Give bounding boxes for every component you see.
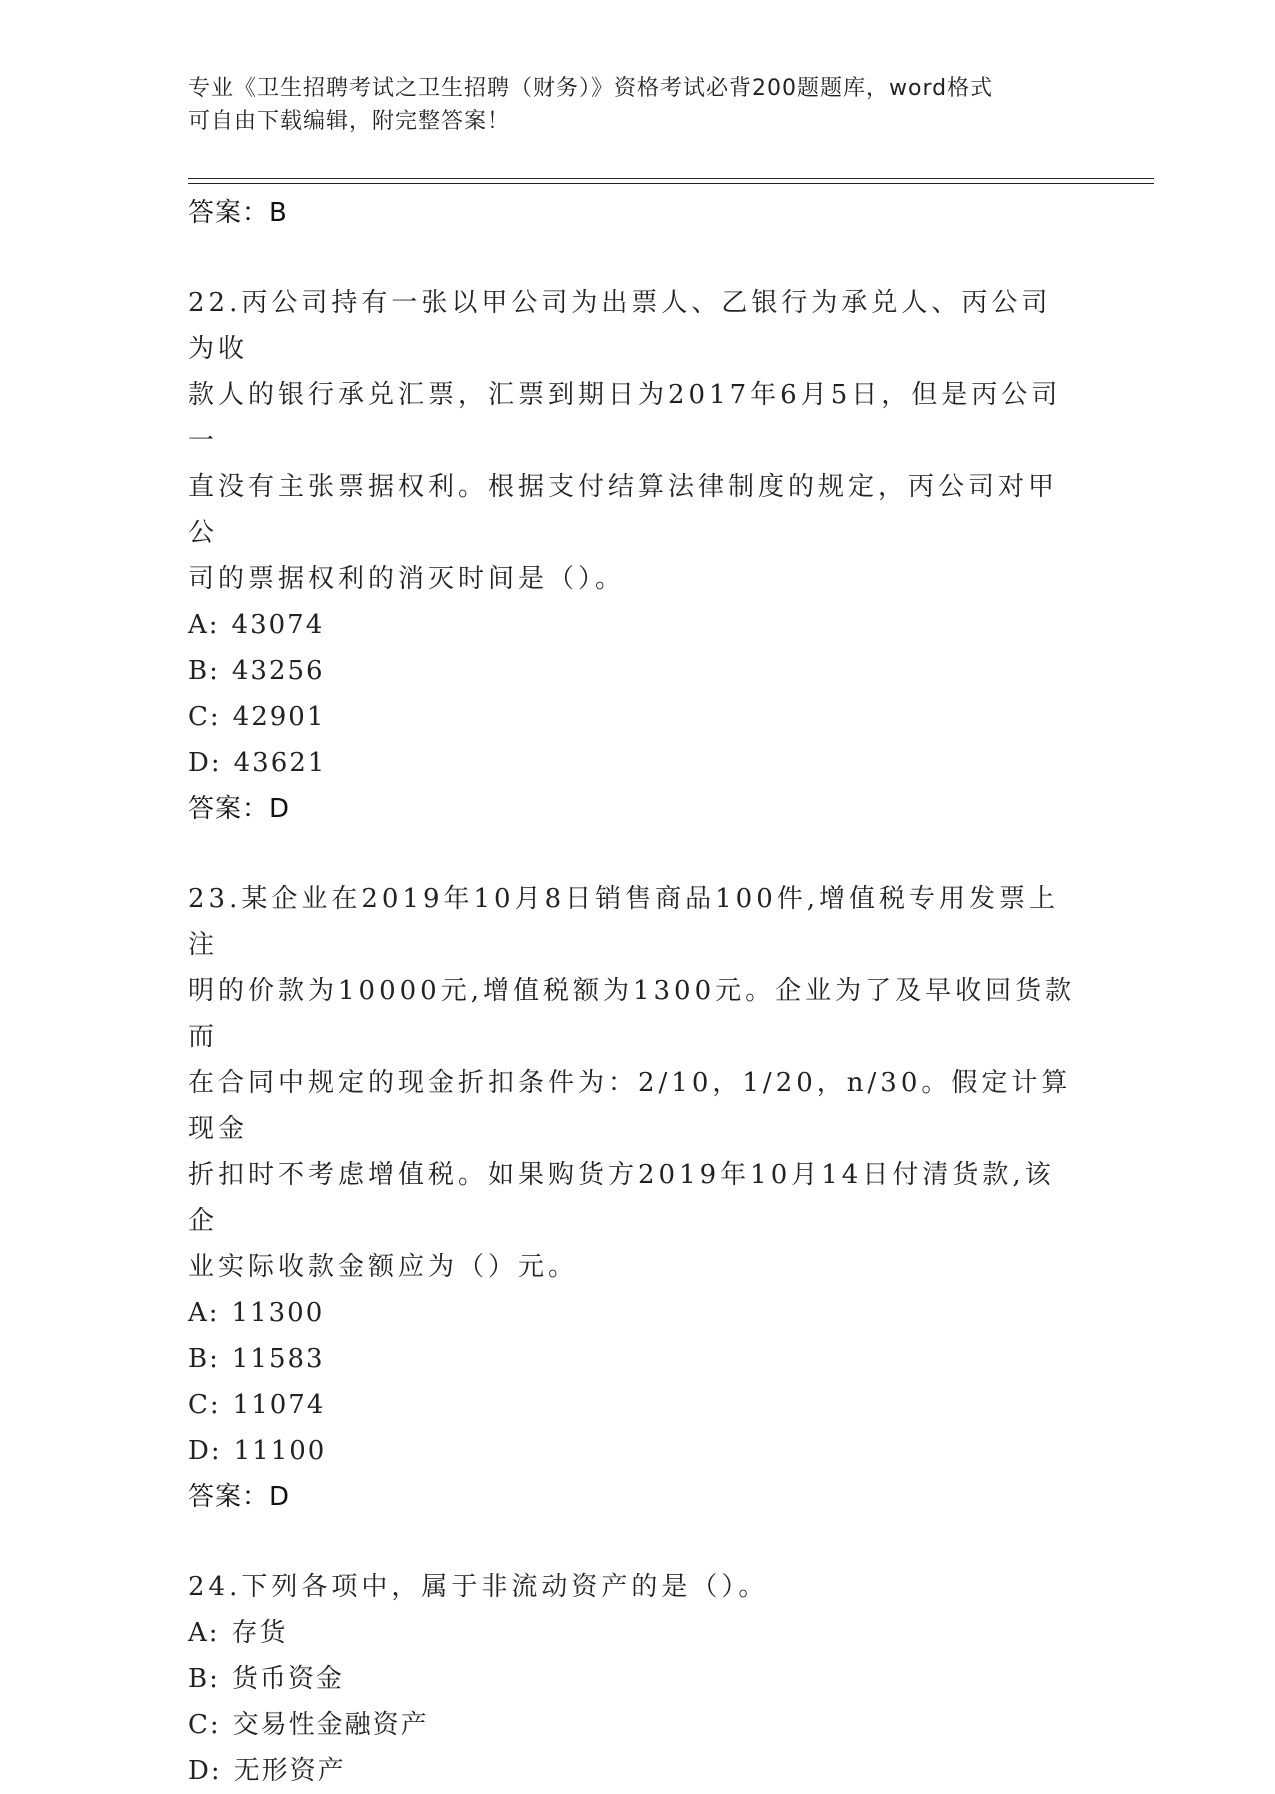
header-divider-top bbox=[188, 178, 1154, 179]
option-a: A: 存货 bbox=[188, 1618, 288, 1648]
question-stem bbox=[188, 876, 1078, 1290]
question-24 bbox=[188, 1564, 1088, 1794]
previous-answer bbox=[188, 190, 1088, 236]
option-b: B: 11583 bbox=[188, 1344, 325, 1374]
option-b: B: 货币资金 bbox=[188, 1664, 344, 1694]
question-22 bbox=[188, 280, 1088, 832]
option-d: D: 43621 bbox=[188, 748, 327, 778]
answer-value: B bbox=[269, 198, 288, 228]
option-c: C: 42901 bbox=[188, 702, 326, 732]
option-b: B: 43256 bbox=[188, 656, 325, 686]
question-line: 款人的银行承兑汇票，汇票到期日为2017年6月5日，但是丙公司一 bbox=[188, 380, 1062, 456]
header-divider-bottom bbox=[188, 183, 1154, 184]
question-23 bbox=[188, 876, 1088, 1520]
question-stem bbox=[188, 1564, 1078, 1610]
question-line: 23.某企业在2019年10月8日销售商品100件,增值税专用发票上注 bbox=[188, 884, 1060, 960]
question-line: 在合同中规定的现金折扣条件为：2/10，1/20，n/30。假定计算现金 bbox=[188, 1068, 1072, 1144]
option-d: D: 11100 bbox=[188, 1436, 327, 1466]
question-line: 业实际收款金额应为（）元。 bbox=[188, 1252, 579, 1282]
answer-label: 答案： bbox=[188, 1482, 270, 1512]
question-line: 22.丙公司持有一张以甲公司为出票人、乙银行为承兑人、丙公司为收 bbox=[188, 288, 1052, 364]
answer-label: 答案： bbox=[188, 794, 270, 824]
header-line-1: 专业《卫生招聘考试之卫生招聘（财务）》资格考试必背200题题库，word格式 bbox=[188, 76, 994, 101]
document-header bbox=[188, 72, 1068, 138]
answer-value: D bbox=[269, 1482, 291, 1512]
answer-value: D bbox=[269, 794, 291, 824]
option-a: A: 11300 bbox=[188, 1298, 325, 1328]
option-d: D: 无形资产 bbox=[188, 1756, 346, 1786]
document-body bbox=[188, 190, 1088, 1794]
header-line-2: 可自由下载编辑，附完整答案！ bbox=[188, 109, 511, 134]
question-22-answer bbox=[188, 786, 1088, 832]
question-23-answer bbox=[188, 1474, 1088, 1520]
question-line: 24.下列各项中，属于非流动资产的是（）。 bbox=[188, 1572, 769, 1602]
answer-label: 答案： bbox=[188, 198, 270, 228]
question-line: 明的价款为10000元,增值税额为1300元。企业为了及早收回货款而 bbox=[188, 976, 1076, 1052]
option-a: A: 43074 bbox=[188, 610, 325, 640]
question-line: 司的票据权利的消灭时间是（）。 bbox=[188, 564, 626, 594]
question-line: 直没有主张票据权利。根据支付结算法律制度的规定，丙公司对甲公 bbox=[188, 472, 1059, 548]
option-c: C: 交易性金融资产 bbox=[188, 1710, 429, 1740]
question-line: 折扣时不考虑增值税。如果购货方2019年10月14日付清货款,该企 bbox=[188, 1160, 1055, 1236]
option-c: C: 11074 bbox=[188, 1390, 326, 1420]
question-stem bbox=[188, 280, 1078, 602]
